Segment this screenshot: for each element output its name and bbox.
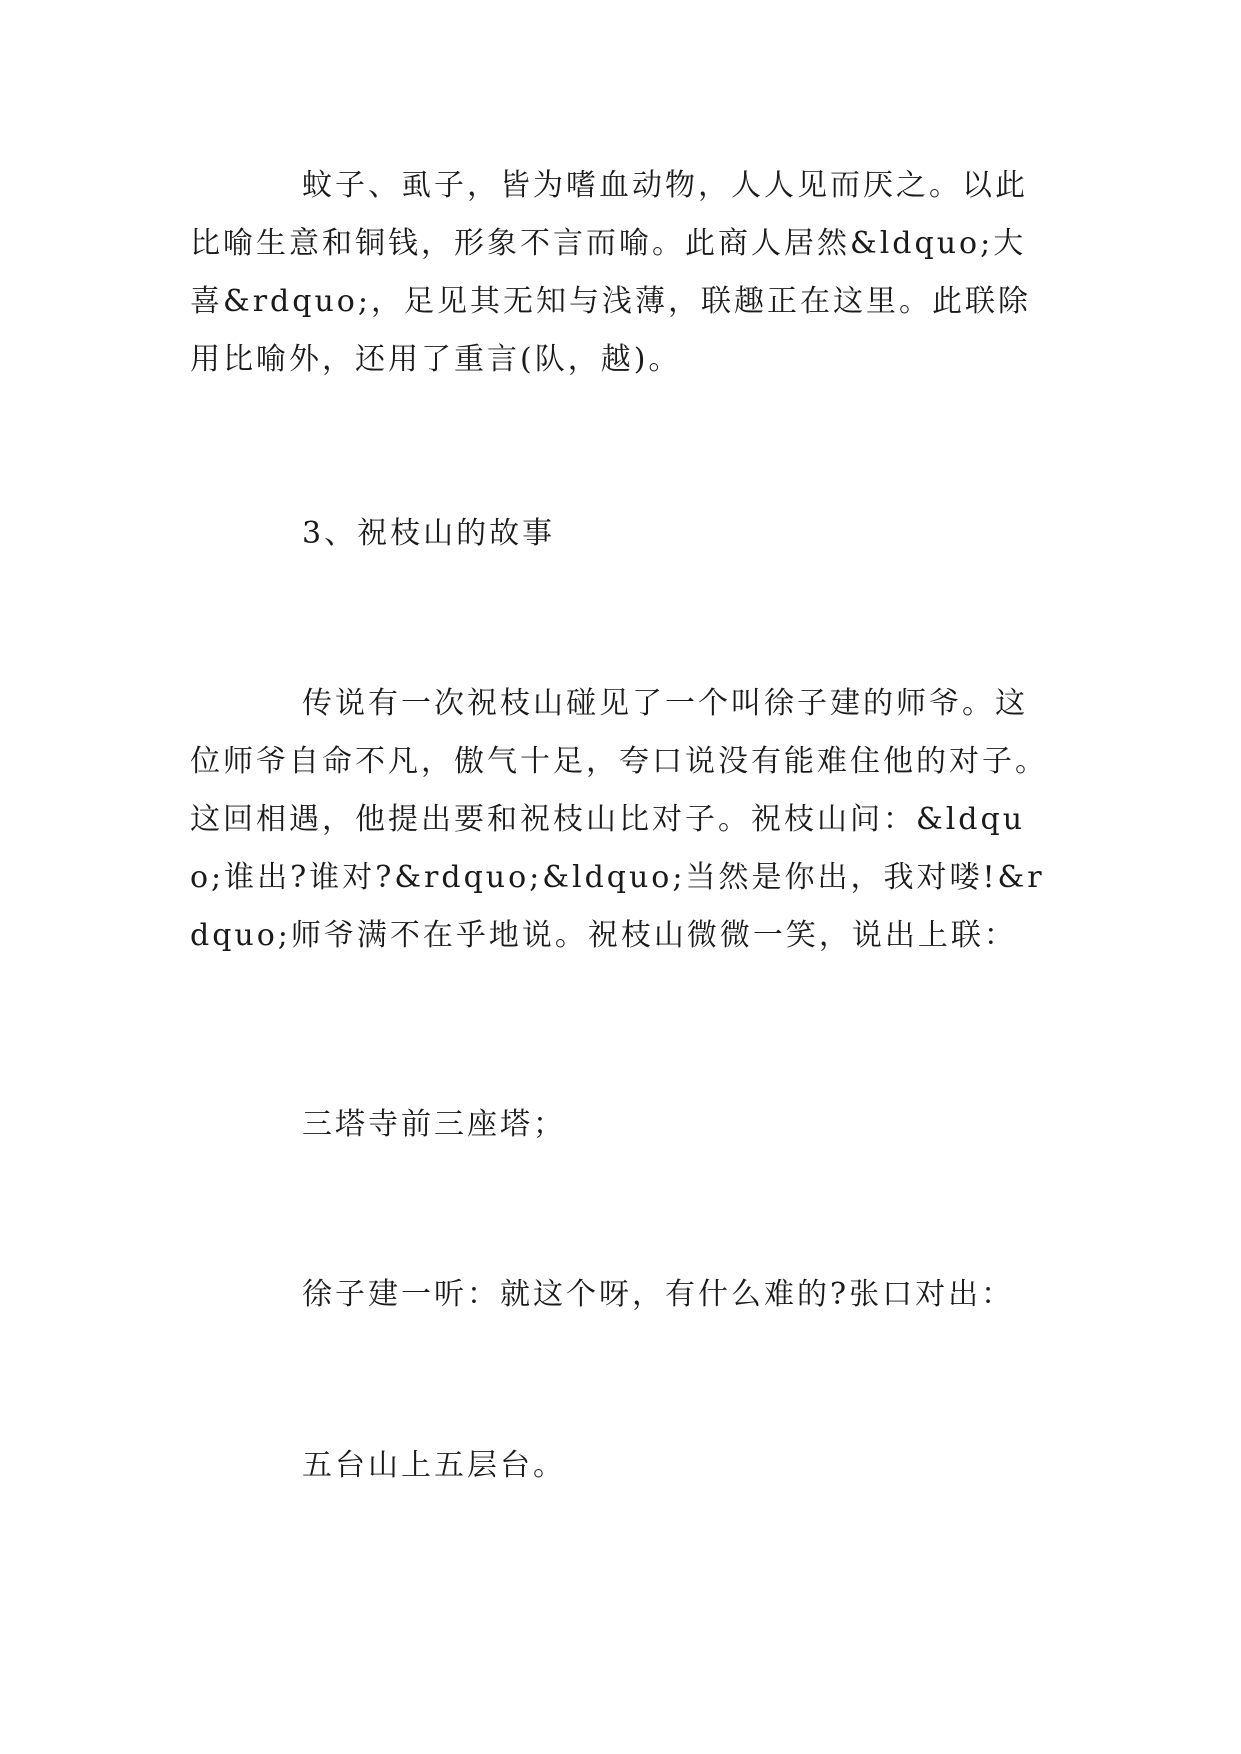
paragraph-story-intro: 传说有一次祝枝山碰见了一个叫徐子建的师爷。这位师爷自命不凡，傲气十足，夸口说没有能难住他的对子。这回相遇，他提出要和祝枝山比对子。祝枝山问：&ldquo;谁出?谁对?&rdquo;&ldquo;当然是你出，我对喽!&rdquo;师爷满不在乎地说。祝枝山微微一笑，说出上联： xyxy=(190,686,1048,953)
paragraph-xu-zijian-reply: 徐子建一听：就这个呀，有什么难的?张口对出： xyxy=(302,1277,1015,1312)
section-heading-zhu-zhishan-story: 3、祝枝山的故事 xyxy=(302,516,556,551)
couplet-second-line: 五台山上五层台。 xyxy=(302,1448,566,1483)
couplet-first-line: 三塔寺前三座塔； xyxy=(302,1107,566,1142)
paragraph-mosquito-analogy: 蚊子、虱子，皆为嗜血动物，人人见而厌之。以此比喻生意和铜钱，形象不言而喻。此商人居然&ldquo;大喜&rdquo;，足见其无知与浅薄，联趣正在这里。此联除用比喻外，还用了重言(队，越)。 xyxy=(190,168,1031,377)
